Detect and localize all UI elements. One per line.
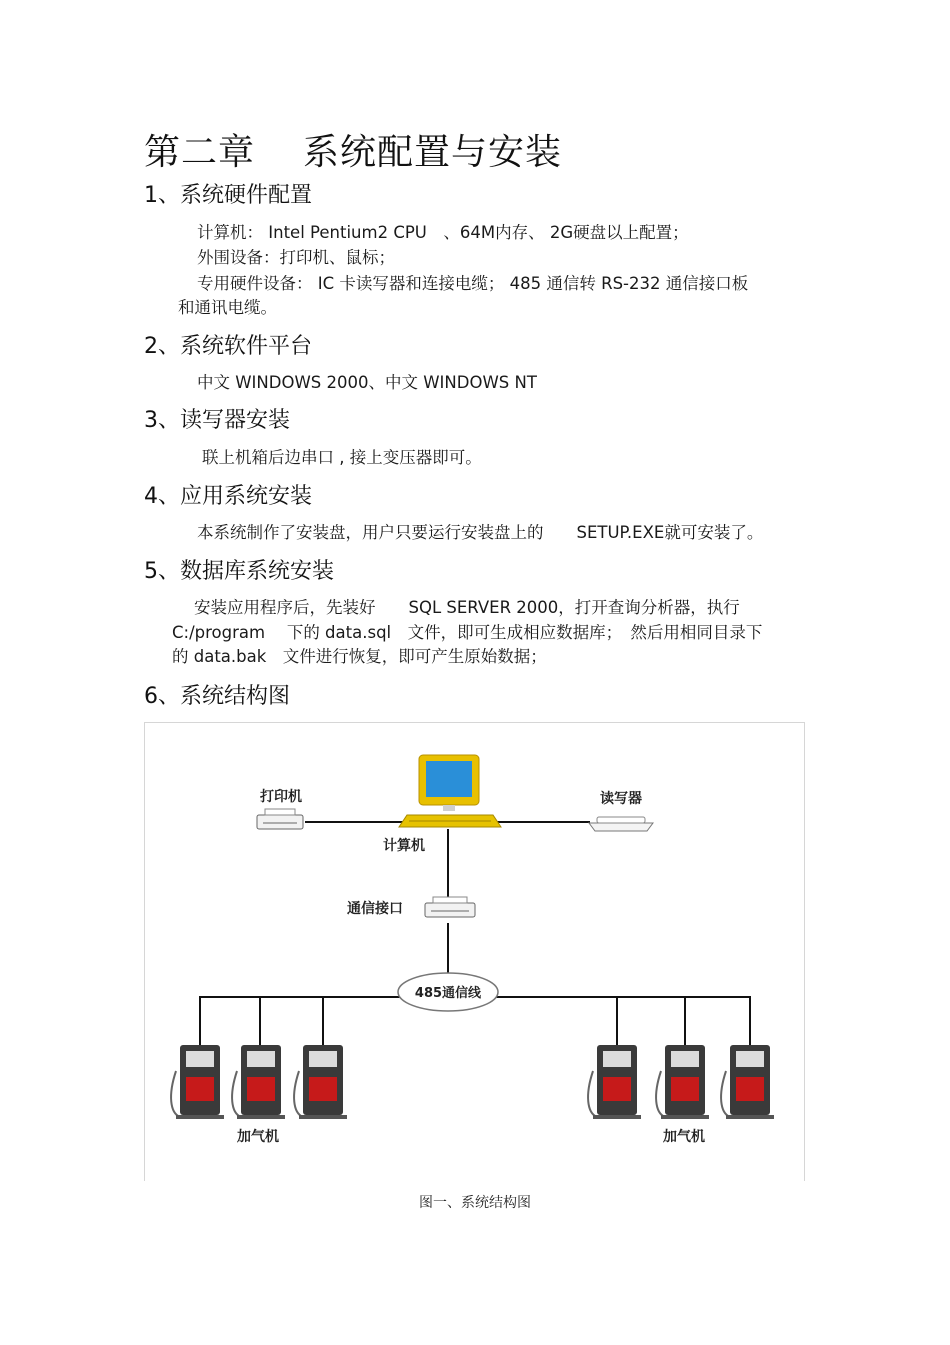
gas-dispenser-icon [588, 1045, 641, 1119]
paragraph-line: 专用硬件设备： IC 卡读写器和连接电缆； 485 通信转 RS-232 通信接口板 [197, 274, 749, 293]
section-heading-reader: 3、读写器安装 [144, 408, 290, 433]
paragraph-line: 联上机箱后边串口 , 接上变压器即可。 [202, 448, 482, 467]
gas-dispenser-icon [656, 1045, 709, 1119]
gas-dispenser-icon [294, 1045, 347, 1119]
printer-label: 打印机 [260, 789, 302, 805]
section-heading-software: 2、系统软件平台 [144, 334, 312, 359]
comm-interface-icon [425, 897, 475, 917]
computer-label: 计算机 [383, 838, 425, 854]
section-heading-hardware: 1、系统硬件配置 [144, 183, 312, 208]
section-heading-db-install: 5、数据库系统安装 [144, 559, 334, 584]
card-reader-icon [589, 817, 653, 831]
paragraph-line: 的 data.bak 文件进行恢复，即可产生原始数据； [172, 647, 547, 666]
gas-dispenser-icon [171, 1045, 224, 1119]
chapter-name: 系统配置与安装 [303, 132, 563, 173]
printer-icon [257, 809, 303, 829]
paragraph-line: C:/program 下的 data.sql 文件，即可生成相应数据库； 然后用相同目录下 [172, 623, 763, 642]
gas-dispenser-icon [721, 1045, 774, 1119]
paragraph-line: 本系统制作了安装盘，用户只要运行安装盘上的 SETUP.EXE就可安装了。 [197, 523, 764, 542]
gas-dispenser-icon [232, 1045, 285, 1119]
chapter-number: 第二章 [144, 132, 256, 173]
system-structure-diagram [144, 722, 805, 1181]
comm-interface-label: 通信接口 [347, 901, 403, 917]
paragraph-line: 计算机： Intel Pentium2 CPU 、64M内存、 2G硬盘以上配置； [197, 223, 689, 242]
section-heading-structure: 6、系统结构图 [144, 684, 290, 709]
section-heading-app-install: 4、应用系统安装 [144, 484, 312, 509]
paragraph-line: 安装应用程序后，先装好 SQL SERVER 2000，打开查询分析器，执行 [194, 598, 740, 617]
chapter-title [144, 124, 562, 175]
dispenser-right-label: 加气机 [663, 1129, 705, 1145]
bus-label: 485通信线 [414, 986, 482, 1001]
paragraph-line: 中文 WINDOWS 2000、中文 WINDOWS NT [197, 373, 537, 392]
dispenser-group-left [171, 1045, 347, 1119]
paragraph-line: 外围设备：打印机、鼠标； [197, 248, 395, 267]
dispenser-group-right [588, 1045, 774, 1119]
diagram-svg [145, 723, 804, 1181]
connection-lines [199, 822, 751, 1045]
reader-label: 读写器 [600, 791, 642, 807]
figure-caption: 图一、系统结构图 [419, 1195, 531, 1211]
computer-icon [399, 755, 501, 827]
dispenser-left-label: 加气机 [237, 1129, 279, 1145]
paragraph-line: 和通讯电缆。 [178, 298, 277, 317]
